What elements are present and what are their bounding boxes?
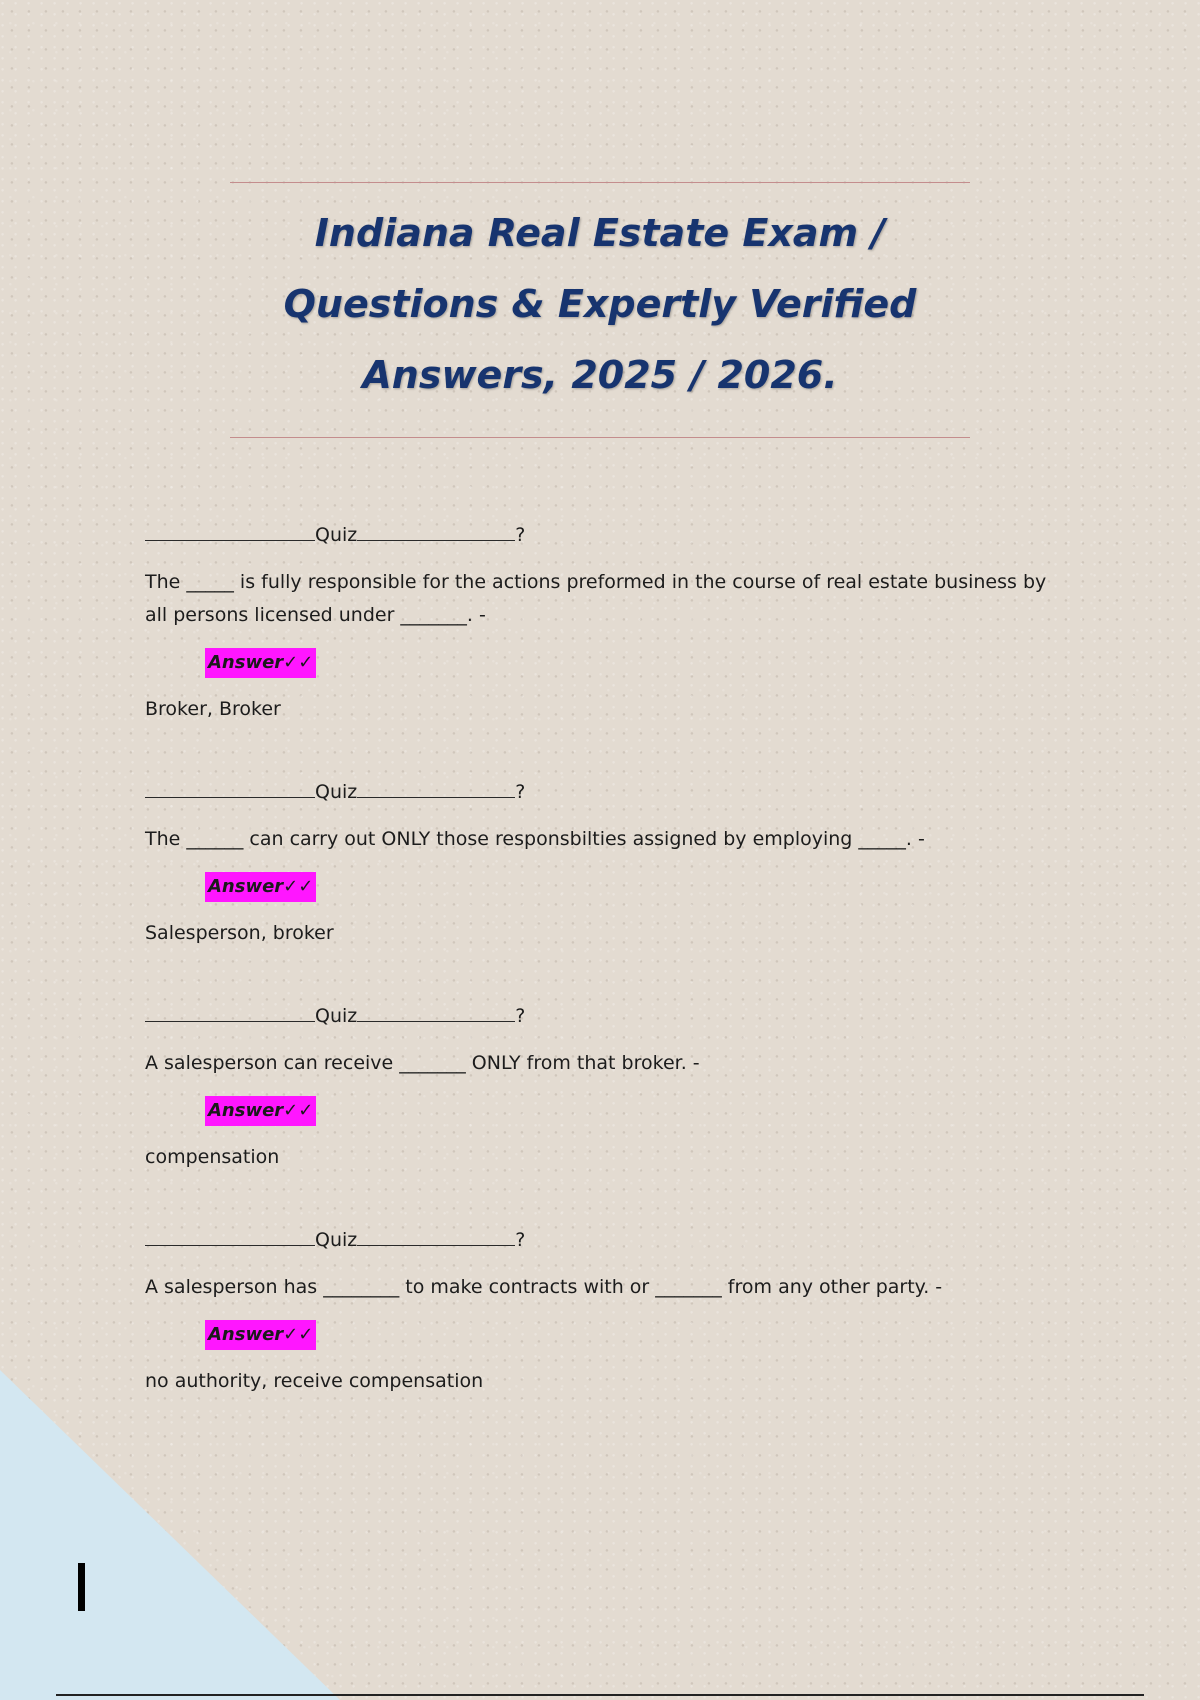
answer-label: Answer✓✓	[205, 1096, 316, 1126]
quiz-label: Quiz	[315, 1229, 358, 1251]
title-line-3: Answers, 2025 / 2026.	[362, 353, 838, 397]
question-text: The _____ is fully responsible for the actions preformed in the course of real estate business by all persons licensed under _______. -	[145, 571, 1047, 626]
answer-label: Answer✓✓	[205, 1320, 316, 1350]
quiz-heading	[145, 777, 1065, 807]
quiz-blank	[357, 777, 515, 798]
qa-item	[145, 520, 1065, 724]
quiz-label: Quiz	[315, 1005, 358, 1027]
answer-text: Salesperson, broker	[145, 922, 334, 944]
question-text: The ______ can carry out ONLY those responsbilties assigned by employing _____. -	[145, 828, 925, 850]
title-line-1: Indiana Real Estate Exam /	[314, 211, 886, 255]
quiz-suffix: ?	[515, 781, 526, 803]
text-cursor-bar	[78, 1563, 85, 1611]
answer-text: no authority, receive compensation	[145, 1370, 484, 1392]
qa-item	[145, 777, 1065, 948]
quiz-suffix: ?	[515, 524, 526, 546]
quiz-heading	[145, 1001, 1065, 1031]
quiz-blank	[145, 520, 315, 541]
quiz-heading	[145, 520, 1065, 550]
quiz-blank	[145, 1001, 315, 1022]
qa-list	[145, 520, 1065, 1449]
quiz-heading	[145, 1225, 1065, 1255]
quiz-blank	[357, 520, 515, 541]
title-top-rule	[230, 182, 970, 183]
answer-text: Broker, Broker	[145, 698, 281, 720]
quiz-suffix: ?	[515, 1005, 526, 1027]
quiz-blank	[357, 1001, 515, 1022]
page-bottom-rule	[56, 1694, 1144, 1696]
quiz-label: Quiz	[315, 781, 358, 803]
quiz-blank	[145, 1225, 315, 1246]
title-line-2: Questions & Expertly Verified	[283, 282, 917, 326]
qa-item	[145, 1225, 1065, 1396]
quiz-blank	[357, 1225, 515, 1246]
question-text: A salesperson has ________ to make contracts with or _______ from any other party. -	[145, 1276, 943, 1298]
quiz-label: Quiz	[315, 524, 358, 546]
document-title	[200, 198, 1000, 411]
answer-label: Answer✓✓	[205, 648, 316, 678]
answer-label: Answer✓✓	[205, 872, 316, 902]
question-text: A salesperson can receive _______ ONLY from that broker. -	[145, 1052, 700, 1074]
title-bottom-rule	[230, 437, 970, 438]
answer-text: compensation	[145, 1146, 280, 1168]
qa-item	[145, 1001, 1065, 1172]
quiz-blank	[145, 777, 315, 798]
quiz-suffix: ?	[515, 1229, 526, 1251]
